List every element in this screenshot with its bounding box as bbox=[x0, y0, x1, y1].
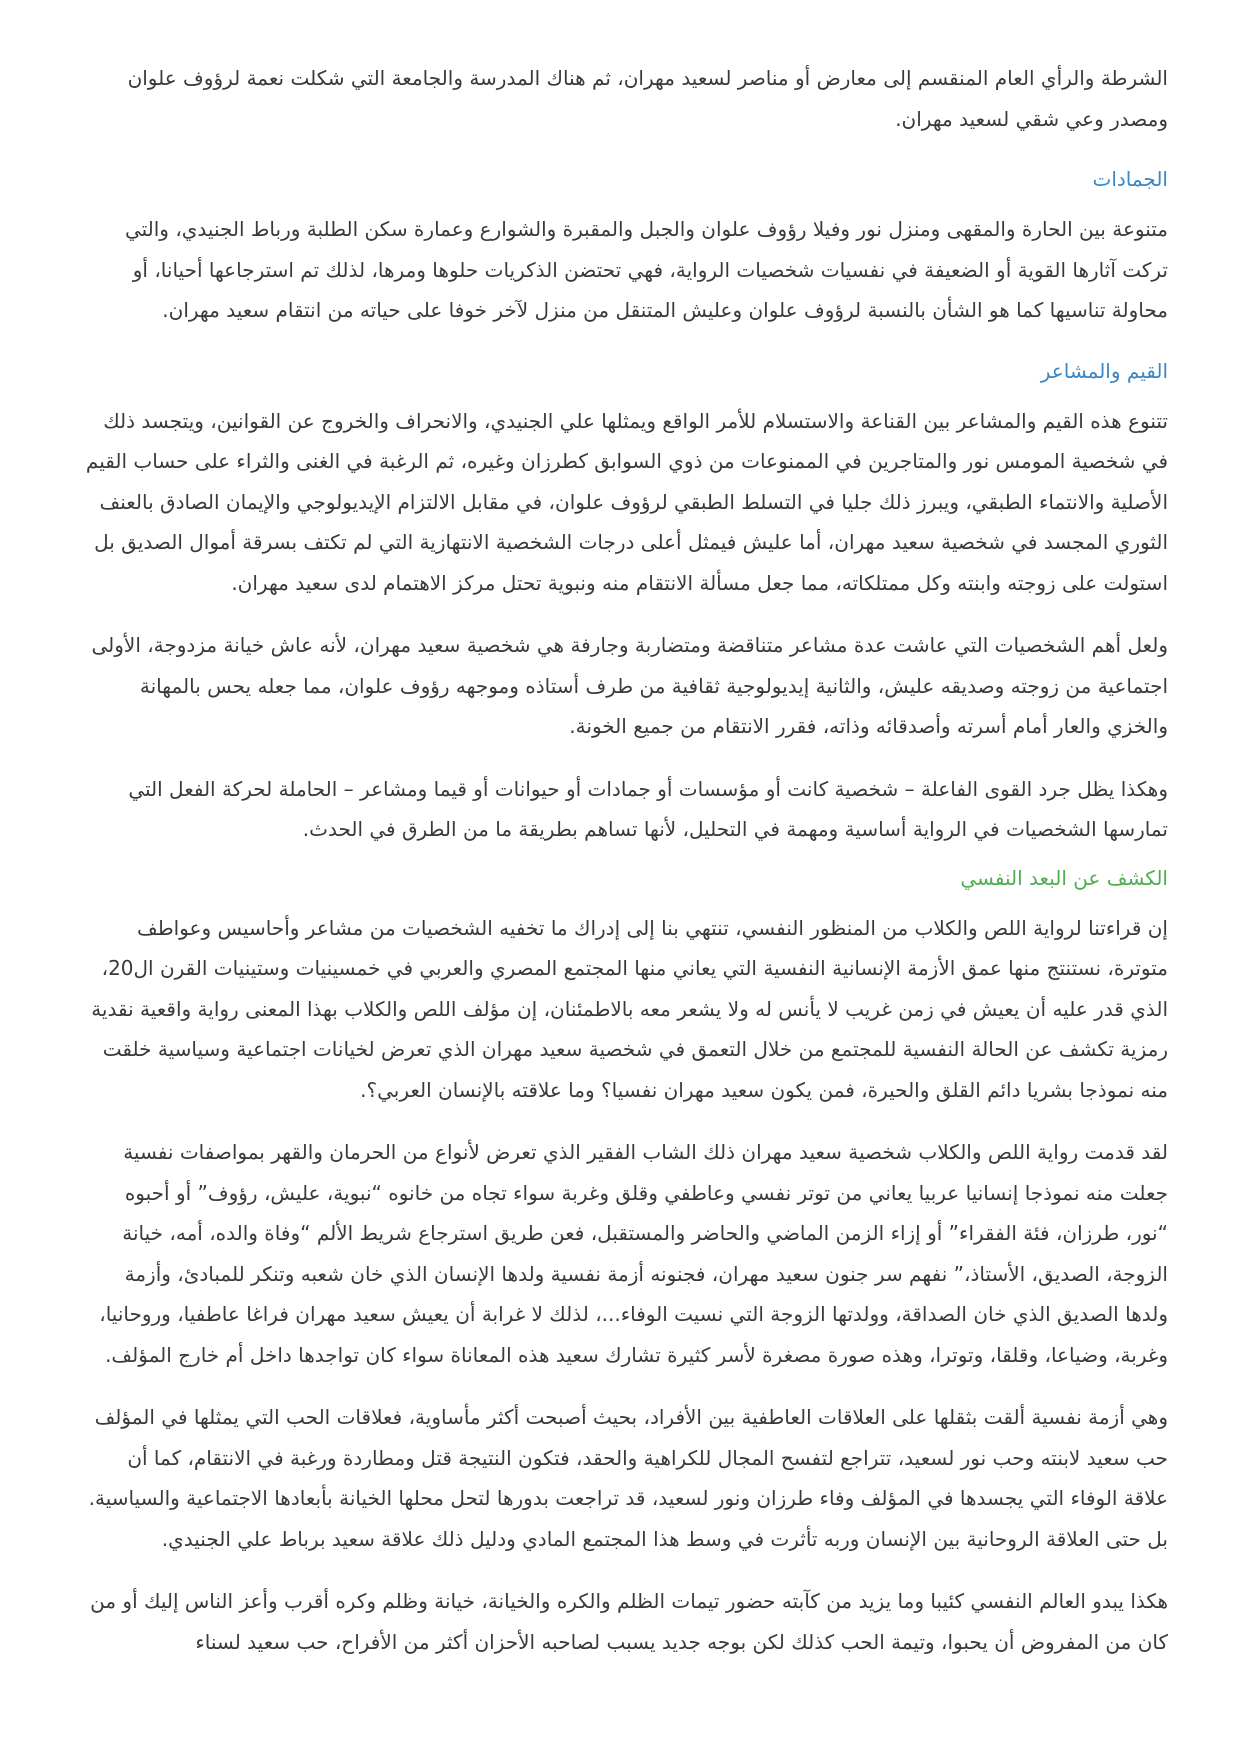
heading-inanimates: الجمادات bbox=[1092, 167, 1168, 191]
heading-values-feelings: القيم والمشاعر bbox=[1040, 358, 1168, 383]
paragraph-values: تتنوع هذه القيم والمشاعر بين القناعة والاستسلام للأمر الواقع ويمثلها علي الجنيدي، والانحراف والخروج عن القوانين، ويتجسد ذلك في شخصية المومس نور والمتاجرين في الممنوعات من ذوي السوابق كطرزان وغيره، ثم الرغبة في الغنى والثراء على حساب القيم الأصلية والانتماء الطبقي، ويبرز ذلك جليا في التسلط الطبقي لرؤوف علوان، في مقابل الالتزام الإيديولوجي والإيمان الصادق بالعنف الثوري المجسد في شخصية سعيد مهران، أما عليش فيمثل أعلى درجات الشخصية الانتهازية التي لم تكتف بسرقة أموال الصديق بل استولت على زوجته وابنته وكل ممتلكاته، مما جعل مسألة الانتقام منه ونبوية تحتل مركز الاهتمام لدى سعيد مهران. bbox=[85, 408, 1168, 595]
paragraph-psychological-reading: إن قراءتنا لرواية اللص والكلاب من المنظور النفسي، تنتهي بنا إلى إدراك ما تخفيه الشخصيات من مشاعر وأحاسيس وعواطف متوترة، نستنتج منها عمق الأزمة الإنسانية النفسية التي يعاني منها المجتمع المصري والعربي في خمسينيات وستينيات القرن ال20، الذي قدر عليه أن يعيش في زمن غريب لا يأنس له ولا يشعر معه بالاطمئنان، إن مؤلف اللص والكلاب بهذا المعنى رواية واقعية نقدية رمزية تكشف عن الحالة النفسية للمجتمع من خلال التعمق في شخصية سعيد مهران الذي تعرض لخيانات اجتماعية وسياسية خلقت منه نموذجا بشريا دائم القلق والحيرة، فمن يكون سعيد مهران نفسيا؟ وما علاقته بالإنسان العربي؟. bbox=[91, 915, 1168, 1102]
paragraph-inanimates: متنوعة بين الحارة والمقهى ومنزل نور وفيلا رؤوف علوان والجبل والمقبرة والشوارع وعمارة سكن الطلبة ورباط الجنيدي، والتي تركت آثارها القوية أو الضعيفة في نفسيات شخصيات الرواية، فهي تحتضن الذكريات حلوها ومرها، لذلك تم استرجاعها أحيانا، أو محاولة تناسيها كما هو الشأن بالنسبة لرؤوف علوان وعليش المتنقل من منزل لآخر خوفا على حياته من انتقام سعيد مهران. bbox=[124, 217, 1168, 322]
paragraph-characters-feelings: ولعل أهم الشخصيات التي عاشت عدة مشاعر متناقضة ومتضاربة وجارفة هي شخصية سعيد مهران، لأنه عاش خيانة مزدوجة، الأولى اجتماعية من زوجته وصديقه عليش، والثانية إيديولوجية ثقافية من طرف أستاذه وموجهه رؤوف علوان، مما جعله يحس بالمهانة والخزي والعار أمام أسرته وأصدقائه وذاته، فقرر الانتقام من جميع الخونة. bbox=[91, 633, 1168, 738]
heading-psychological: الكشف عن البعد النفسي bbox=[960, 865, 1168, 890]
paragraph-said-mahran: لقد قدمت رواية اللص والكلاب شخصية سعيد مهران ذلك الشاب الفقير الذي تعرض لأنواع من الحرمان والقهر بمواصفات نفسية جعلت منه نموذجا إنسانيا عربيا يعاني من توتر نفسي وعاطفي وقلق وغربة سواء تجاه من خانوه “نبوية، عليش، رؤوف” أو أحبوه “نور، طرزان، فئة الفقراء” أو إزاء الزمن الماضي والحاضر والمستقبل، فعن طريق استرجاع شريط الألم “وفاة والده، أمه، خيانة الزوجة، الصديق، الأستاذ،” نفهم سر جنون سعيد مهران، فجنونه أزمة نفسية ولدها الإنسان الذي خان شعبه وتنكر للمبادئ، وأزمة ولدها الصديق الذي خان الصداقة، وولدتها الزوجة التي نسيت الوفاء...، لذلك لا غرابة أن يعيش سعيد مهران فراغا عاطفيا، وروحانيا، وغربة، وضياعا، وقلقا، وتوترا، وهذه صورة مصغرة لأسر كثيرة تشارك سعيد هذه المعاناة سواء كان تواجدها داخل أم خارج المؤلف. bbox=[99, 1140, 1168, 1367]
paragraph-emotional-relations: وهي أزمة نفسية ألقت بثقلها على العلاقات العاطفية بين الأفراد، بحيث أصبحت أكثر مأساوية، فعلاقات الحب التي يمثلها في المؤلف حب سعيد لابنته وحب نور لسعيد، تتراجع لتفسح المجال للكراهية والحقد، فتكون النتيجة قتل ومطاردة ورغبة في الانتقام، كما أن علاقة الوفاء التي يجسدها في المؤلف وفاء طرزان ونور لسعيد، قد تراجعت بدورها لتحل محلها الخيانة بأبعادها الاجتماعية والسياسية. بل حتى العلاقة الروحانية بين الإنسان وربه تأثرت في وسط هذا المجتمع المادي ودليل ذلك علاقة سعيد برباط علي الجنيدي. bbox=[88, 1405, 1168, 1551]
paragraph-intro: الشرطة والرأي العام المنقسم إلى معارض أو مناصر لسعيد مهران، ثم هناك المدرسة والجامعة التي شكلت نعمة لرؤوف علوان ومصدر وعي شقي لسعيد مهران. bbox=[127, 66, 1168, 131]
paragraph-forces-summary: وهكذا يظل جرد القوى الفاعلة – شخصية كانت أو مؤسسات أو جمادات أو حيوانات أو قيما ومشاعر – الحاملة لحركة الفعل التي تمارسها الشخصيات في الرواية أساسية ومهمة في التحليل، لأنها تساهم بطريقة ما من الطرق في الحدث. bbox=[128, 776, 1168, 841]
paragraph-themes: هكذا يبدو العالم النفسي كئيبا وما يزيد من كآبته حضور تيمات الظلم والكره والخيانة، خيانة وظلم وكره أقرب وأعز الناس إليك أو من كان من المفروض أن يحبوا، وتيمة الحب كذلك لكن بوجه جديد يسبب لصاحبه الأحزان أكثر من الأفراح، حب سعيد لسناء bbox=[90, 1589, 1168, 1654]
